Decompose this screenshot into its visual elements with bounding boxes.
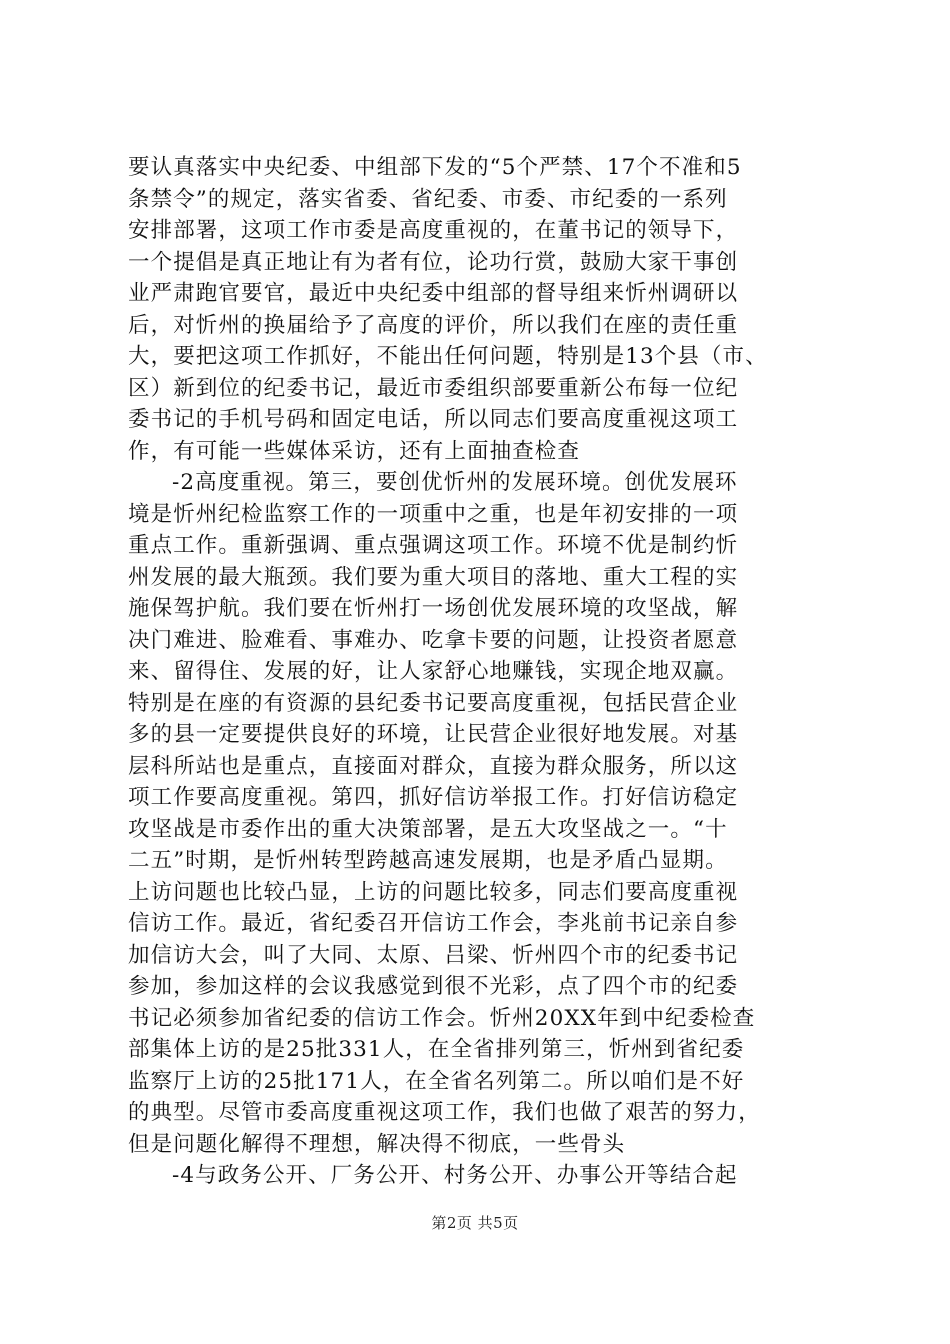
text-line: 一个提倡是真正地让有为者有位，论功行赏，鼓励大家干事创: [128, 249, 739, 275]
text-line: 信访工作。最近，省纪委召开信访工作会，李兆前书记亲自参: [128, 911, 739, 936]
text-line: 作，有可能一些媒体采访，还有上面抽查检查: [128, 438, 581, 464]
paragraph-start-line: -4与政务公开、厂务公开、村务公开、办事公开等结合起: [172, 1163, 738, 1188]
page-number-footer: 第2页 共5页: [431, 1214, 519, 1232]
text-line: 书记必须参加省纪委的信访工作会。忻州20XX年到中纪委检查: [128, 1005, 756, 1031]
text-line: 要认真落实中央纪委、中组部下发的“5个严禁、17个不准和5: [128, 155, 742, 180]
text-line: 参加，参加这样的会议我感觉到很不光彩，点了四个市的纪委: [128, 974, 739, 999]
text-line: 特别是在座的有资源的县纪委书记要高度重视，包括民营企业: [128, 690, 739, 716]
text-line: 安排部署，这项工作市委是高度重视的，在董书记的领导下，: [128, 218, 739, 243]
text-line: 委书记的手机号码和固定电话，所以同志们要高度重视这项工: [128, 407, 739, 432]
text-line: 项工作要高度重视。第四，抓好信访举报工作。打好信访稳定: [128, 785, 739, 810]
text-line: 施保驾护航。我们要在忻州打一场创优发展环境的攻坚战，解: [128, 596, 739, 621]
body-text: [128, 152, 838, 1192]
text-line: 二五”时期，是忻州转型跨越高速发展期，也是矛盾凸显期。: [128, 848, 728, 873]
text-line: 决门难进、脸难看、事难办、吃拿卡要的问题，让投资者愿意: [128, 627, 739, 653]
text-line: 州发展的最大瓶颈。我们要为重大项目的落地、重大工程的实: [128, 564, 739, 590]
text-line: 部集体上访的是25批331人，在全省排列第三，忻州到省纪委: [128, 1037, 745, 1062]
text-line: 但是问题化解得不理想，解决得不彻底，一些骨头: [128, 1131, 626, 1157]
text-line: 攻坚战是市委作出的重大决策部署，是五大攻坚战之一。“十: [128, 816, 728, 842]
text-line: 条禁令”的规定，落实省委、省纪委、市委、市纪委的一系列: [128, 186, 728, 212]
text-line: 后，对忻州的换届给予了高度的评价，所以我们在座的责任重: [128, 312, 739, 338]
text-line: 区）新到位的纪委书记，最近市委组织部要重新公布每一位纪: [128, 375, 739, 401]
paragraph-start-line: -2高度重视。第三，要创优忻州的发展环境。创优发展环: [172, 470, 738, 495]
text-line: 来、留得住、发展的好，让人家舒心地赚钱，实现企地双赢。: [128, 659, 739, 684]
text-line: 重点工作。重新强调、重点强调这项工作。环境不优是制约忻: [128, 533, 739, 558]
text-line: 境是忻州纪检监察工作的一项重中之重，也是年初安排的一项: [128, 501, 739, 527]
text-line: 上访问题也比较凸显，上访的问题比较多，同志们要高度重视: [128, 879, 739, 905]
text-line: 业严肃跑官要官，最近中央纪委中组部的督导组来忻州调研以: [128, 281, 739, 306]
text-line: 的典型。尽管市委高度重视这项工作，我们也做了艰苦的努力，: [128, 1100, 761, 1125]
text-line: 监察厅上访的25批171人，在全省名列第二。所以咱们是不好: [128, 1068, 745, 1094]
text-line: 大，要把这项工作抓好，不能出任何问题，特别是13个县（市、: [128, 344, 768, 369]
text-line: 加信访大会，叫了大同、太原、吕梁、忻州四个市的纪委书记: [128, 942, 739, 968]
text-line: 多的县一定要提供良好的环境，让民营企业很好地发展。对基: [128, 722, 739, 747]
text-line: 层科所站也是重点，直接面对群众，直接为群众服务，所以这: [128, 753, 739, 779]
